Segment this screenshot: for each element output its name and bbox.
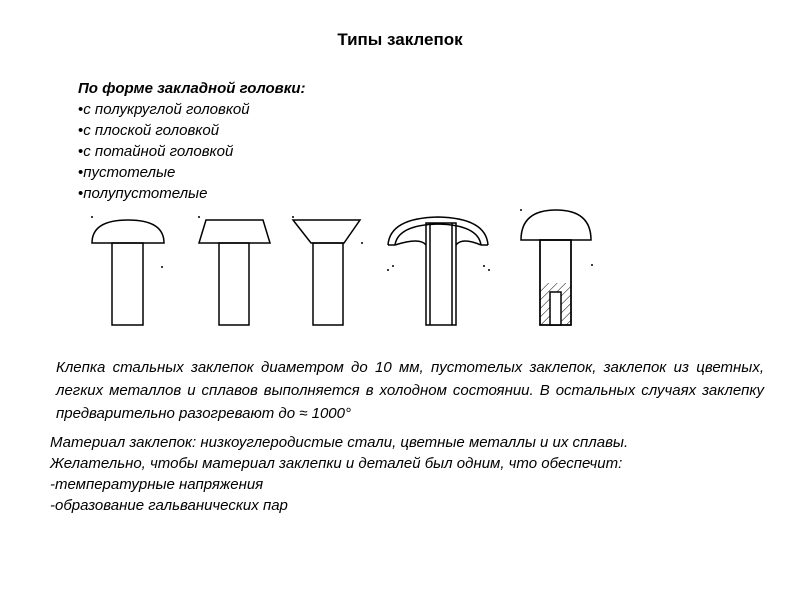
material-line: Материал заклепок: низкоуглеродистые стали, цветные металлы и их сплавы. [50,434,629,451]
material-line: Желательно, чтобы материал заклепки и деталей был одним, что обеспечит: [50,455,623,472]
list-item-hollow: • пустотелые [78,162,306,183]
material-note [50,432,770,516]
semi-hollow-rivet-diagram [521,210,591,325]
riveting-note: Клепка стальных заклепок диаметром до 10 мм, пустотелых заклепок, заклепок из цветных, легких металлов и сплавов выполняется в холодном состоянии. В остальных случаях заклепку предварительно разогревают до ≈ 1000° [56,359,764,422]
round-head-rivet-diagram [92,220,164,325]
material-line: -температурные напряжения [50,476,264,493]
material-line: -образование гальванических пар [50,497,288,514]
list-item-countersunk-head: • с потайной головкой [78,141,306,162]
hollow-rivet-diagram [388,217,488,325]
countersunk-head-rivet-diagram [293,220,360,325]
rivet-types-list [78,78,306,204]
list-item-semi-hollow: • полупустотелые [78,183,306,204]
types-heading: По форме закладной головки: [78,80,306,97]
page-title: Типы заклепок [337,30,463,49]
rivet-diagrams [0,195,800,340]
list-item-flat-head: • с плоской головкой [78,120,306,141]
diagram-dots [91,209,593,271]
flat-head-rivet-diagram [199,220,270,325]
list-item-round-head: • с полукруглой головкой [78,99,306,120]
